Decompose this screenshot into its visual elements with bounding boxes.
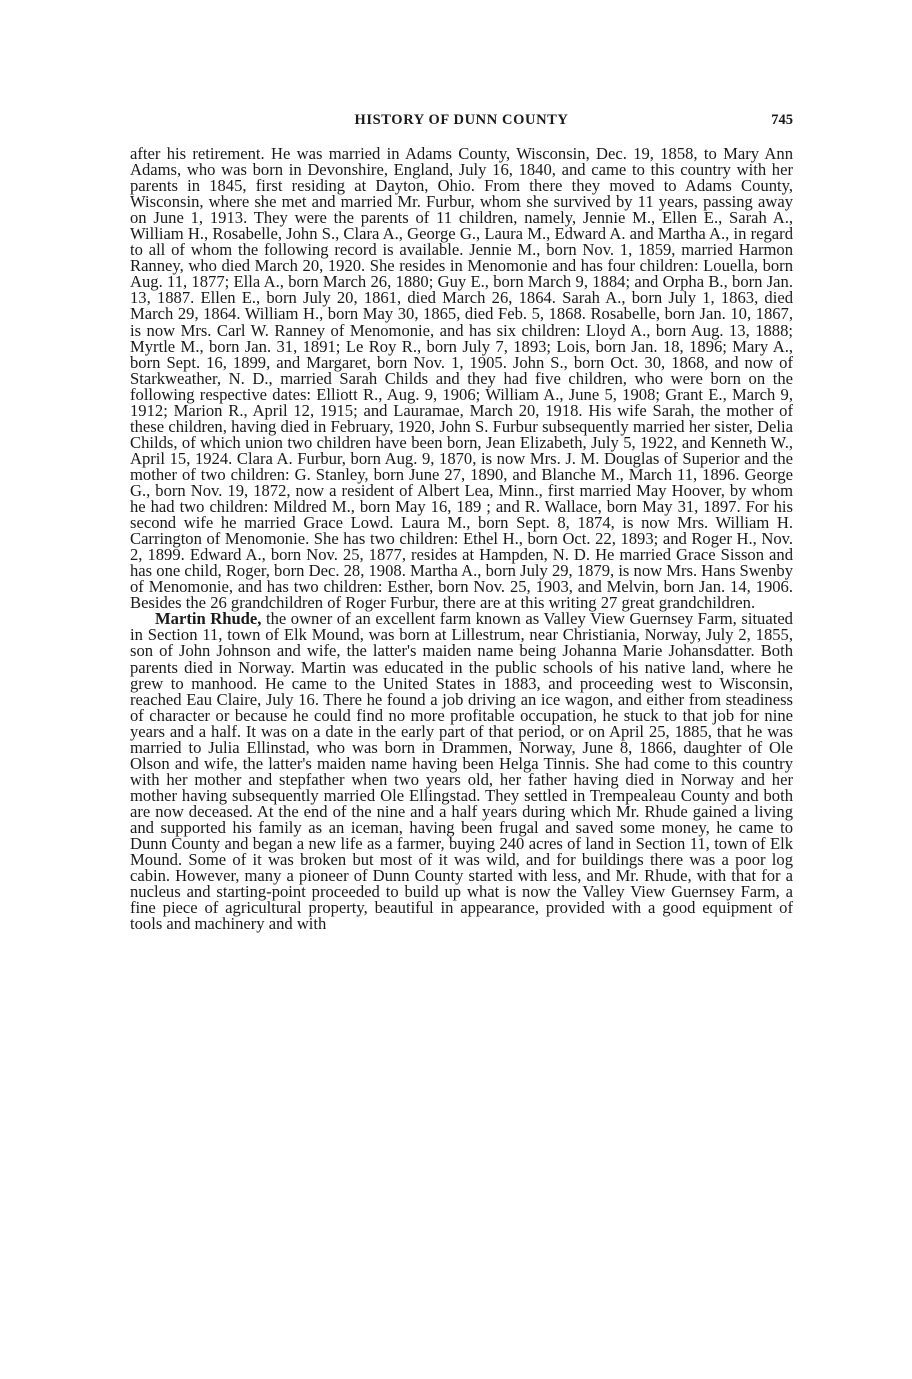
running-title: HISTORY OF DUNN COUNTY xyxy=(354,112,569,128)
biography-subject-name: Martin Rhude, xyxy=(155,609,262,629)
page-header xyxy=(130,112,793,134)
martin-rhude-biography-text: the owner of an excellent farm known as Valley View Guernsey Farm, situated in Section 11, town of Elk Mound, was born at Lillestrum, near Christiania, Norway, July 2, 1855, son of John Johnson and wife, the latter's maiden name being Johanna Marie Johansdatter. Both parents died in Norway. Martin was educated in the public schools of his native land, where he grew to manhood. He came to the United States in 1883, and proceeding west to Wisconsin, reached Eau Claire, July 16. There he found a job driving an ice wagon, and either from steadiness of character or because he could find no more profitable occupation, he stuck to that job for nine years and a half. It was on a date in the early part of that period, or on April 25, 1885, that he was married to Julia Ellinstad, who was born in Drammen, Norway, June 8, 1866, daughter of Ole Olson and wife, the latter's maiden name having been Helga Tinnis. She had come to this country with her mother and stepfather when two years old, her father having died in Norway and her mother having subsequently married Ole Ellingstad. They settled in Trempealeau County and both are now deceased. At the end of the nine and a half years during which Mr. Rhude gained a living and supported his family as an iceman, having been frugal and saved some money, he came to Dunn County and began a new life as a farmer, buying 240 acres of land in Section 11, town of Elk Mound. Some of it was broken but most of it was wild, and for buildings there was a poor log cabin. However, many a pioneer of Dunn County started with less, and Mr. Rhude, with that for a nucleus and starting-point proceeded to build up what is now the Valley View Guernsey Farm, a fine piece of agricultural property, beautiful in appearance, provided with a good equipment of tools and machinery and with xyxy=(130,609,793,934)
page-body xyxy=(130,146,793,932)
page-number: 745 xyxy=(771,112,793,128)
martin-rhude-paragraph xyxy=(130,611,793,932)
furbur-family-paragraph: after his retirement. He was married in Adams County, Wisconsin, Dec. 19, 1858, to Mary Ann Adams, who was born in Devonshire, England, July 16, 1840, and came to this country with her parents in 1845, first residing at Dayton, Ohio. From there they moved to Adams County, Wisconsin, where she met and married Mr. Furbur, whom she survived by 11 years, passing away on June 1, 1913. They were the parents of 11 children, namely, Jennie M., Ellen E., Sarah A., William H., Rosabelle, John S., Clara A., George G., Laura M., Edward A. and Martha A., in regard to all of whom the following record is available. Jennie M., born Nov. 1, 1859, married Harmon Ranney, who died March 20, 1920. She resides in Menomonie and has four children: Louella, born Aug. 11, 1877; Ella A., born March 26, 1880; Guy E., born March 9, 1884; and Orpha B., born Jan. 13, 1887. Ellen E., born July 20, 1861, died March 26, 1864. Sarah A., born July 1, 1863, died March 29, 1864. William H., born May 30, 1865, died Feb. 5, 1868. Rosabelle, born Jan. 10, 1867, is now Mrs. Carl W. Ranney of Menomonie, and has six children: Lloyd A., born Aug. 13, 1888; Myrtle M., born Jan. 31, 1891; Le Roy R., born July 7, 1893; Lois, born Jan. 18, 1896; Mary A., born Sept. 16, 1899, and Margaret, born Nov. 1, 1905. John S., born Oct. 30, 1868, and now of Starkweather, N. D., married Sarah Childs and they had five children, who were born on the following respective dates: Elliott R., Aug. 9, 1906; William A., June 5, 1908; Grant E., March 9, 1912; Marion R., April 12, 1915; and Lauramae, March 20, 1918. His wife Sarah, the mother of these children, having died in February, 1920, John S. Furbur subsequently married her sister, Delia Childs, of which union two children have been born, Jean Elizabeth, July 5, 1922, and Kenneth W., April 15, 1924. Clara A. Furbur, born Aug. 9, 1870, is now Mrs. J. M. Douglas of Superior and the mother of two children: G. Stanley, born June 27, 1890, and Blanche M., March 11, 1896. George G., born Nov. 19, 1872, now a resident of Albert Lea, Minn., first married May Hoover, by whom he had two children: Mildred M., born May 16, 189 ; and R. Wallace, born May 31, 1897. For his second wife he married Grace Lowd. Laura M., born Sept. 8, 1874, is now Mrs. William H. Carrington of Menomonie. She has two children: Ethel H., born Oct. 22, 1893; and Roger H., Nov. 2, 1899. Edward A., born Nov. 25, 1877, resides at Hampden, N. D. He married Grace Sisson and has one child, Roger, born Dec. 28, 1908. Martha A., born July 29, 1879, is now Mrs. Hans Swenby of Menomonie, and has two children: Esther, born Nov. 25, 1903, and Melvin, born Jan. 14, 1906. Besides the 26 grandchildren of Roger Furbur, there are at this writing 27 great grandchildren. xyxy=(130,144,794,613)
